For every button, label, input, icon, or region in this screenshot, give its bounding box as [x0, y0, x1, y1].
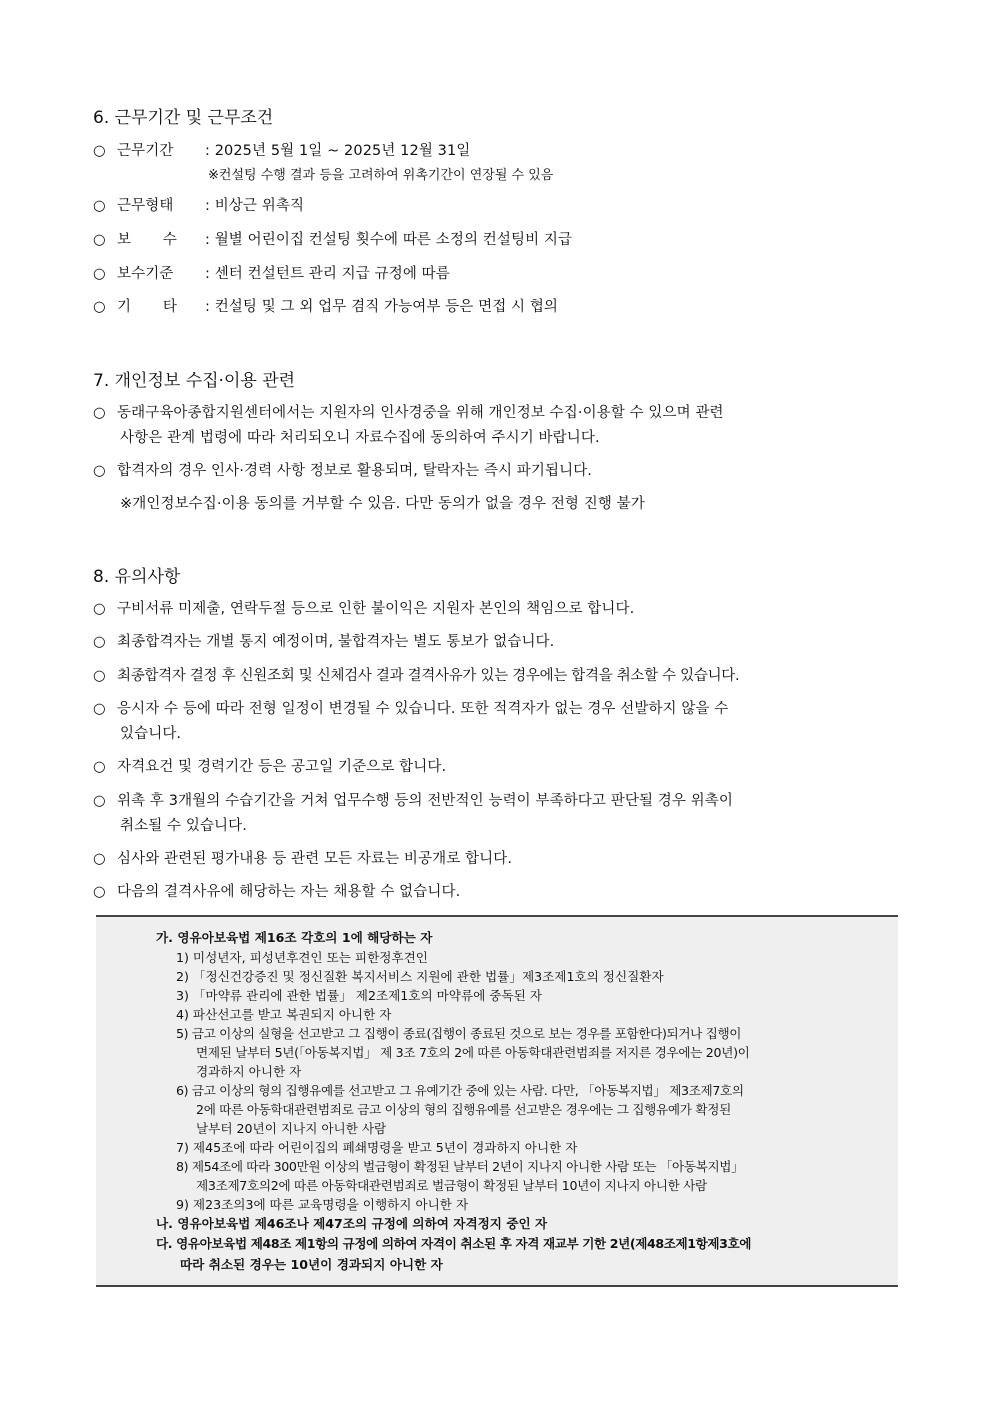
list-item [93, 295, 558, 316]
clause-na: 나. 영유아보육법 제46조나 제47조의 규정에 의하여 자격정지 중인 자 [156, 1216, 548, 1231]
item-label: 근무기간 [117, 143, 174, 159]
clause-item: 7) 제45조에 따라 어린이집의 폐쇄명령을 받고 5년이 경과하지 아니한 자 [176, 1140, 578, 1155]
colon-separator: : [205, 232, 215, 248]
item-label: 보수기준 [117, 266, 174, 282]
bullet-icon: ○ [93, 232, 106, 248]
paragraph-text: 동래구육아종합지원센터에서는 지원자의 인사경중을 위해 개인정보 수집·이용할 수 있으며 관련 [117, 405, 724, 421]
list-item [93, 401, 724, 422]
bullet-icon: ○ [93, 668, 106, 684]
bullet-icon: ○ [93, 266, 106, 282]
consent-note: ※개인정보수집·이용 동의를 거부할 수 있음. 다만 동의가 없을 경우 전형 진행 불가 [120, 496, 645, 512]
item-label: 기 타 [117, 299, 177, 315]
item-value: 비상근 위촉직 [214, 198, 305, 214]
clause-item: 2) 「정신건강증진 및 정신질환 복지서비스 지원에 관한 법률」제3조제1호의 정신질환자 [176, 969, 664, 984]
clause-continuation: 경과하지 아니한 자 [196, 1064, 302, 1079]
colon-separator: : [205, 266, 215, 282]
item-text: 자격요건 및 경력기간 등은 공고일 기준으로 합니다. [117, 759, 447, 775]
clause-da-continuation: 따라 취소된 경우는 10년이 경과되지 아니한 자 [180, 1257, 443, 1272]
list-item [93, 789, 733, 810]
item-text: 최종합격자 결정 후 신원조회 및 신체검사 결과 결격사유가 있는 경우에는 합격을 취소할 수 있습니다. [117, 668, 740, 684]
list-item [93, 139, 470, 160]
list-item [93, 847, 512, 868]
bullet-icon: ○ [93, 759, 106, 775]
item-continuation: 취소될 수 있습니다. [120, 818, 247, 834]
colon-separator: : [205, 299, 215, 315]
clause-continuation: 날부터 20년이 지나지 아니한 사람 [196, 1121, 387, 1136]
bullet-icon: ○ [93, 463, 106, 479]
bullet-icon: ○ [93, 701, 106, 717]
bullet-icon: ○ [93, 299, 106, 315]
bullet-icon: ○ [93, 634, 106, 650]
item-value: 2025년 5월 1일 ~ 2025년 12월 31일 [214, 143, 471, 159]
item-text: 구비서류 미제출, 연락두절 등으로 인한 불이익은 지원자 본인의 책임으로 합니다. [117, 601, 635, 617]
bullet-icon: ○ [93, 851, 106, 867]
item-text: 다음의 결격사유에 해당하는 자는 채용할 수 없습니다. [117, 884, 461, 900]
bullet-icon: ○ [93, 198, 106, 214]
clause-item: 1) 미성년자, 피성년후견인 또는 피한정후견인 [176, 950, 428, 965]
item-text: 응시자 수 등에 따라 전형 일정이 변경될 수 있습니다. 또한 적격자가 없는 경우 선발하지 않을 수 [117, 701, 729, 717]
list-item [93, 459, 592, 480]
list-item [93, 697, 728, 718]
item-value: 센터 컨설턴트 관리 지급 규정에 따름 [214, 266, 450, 282]
list-item [93, 880, 460, 901]
colon-separator: : [205, 198, 215, 214]
list-item [93, 755, 446, 776]
bullet-icon: ○ [93, 601, 106, 617]
item-continuation: 있습니다. [120, 726, 182, 742]
item-label: 근무형태 [117, 198, 174, 214]
section-6-title: 6. 근무기간 및 근무조건 [93, 108, 274, 128]
paragraph-continuation: 사항은 관계 법령에 따라 처리되오니 자료수집에 동의하여 주시기 바랍니다. [120, 430, 600, 446]
bullet-icon: ○ [93, 405, 106, 421]
clause-item: 4) 파산선고를 받고 복권되지 아니한 자 [176, 1007, 392, 1022]
clause-da: 다. 영유아보육법 제48조 제1항의 규정에 의하여 자격이 취소된 후 자격 재교부 기한 2년(제48조제1항제3호에 [156, 1236, 752, 1251]
bullet-icon: ○ [93, 884, 106, 900]
bullet-icon: ○ [93, 143, 106, 159]
clause-continuation: 2에 따른 아동학대관련범죄로 금고 이상의 형의 집행유예를 선고받은 경우에는 그 집행유예가 확정된 [196, 1102, 731, 1117]
bullet-icon: ○ [93, 793, 106, 809]
paragraph-text: 합격자의 경우 인사·경력 사항 정보로 활용되며, 탈락자는 즉시 파기됩니다. [117, 463, 593, 479]
clause-item: 9) 제23조의3에 따른 교육명령을 이행하지 아니한 자 [176, 1197, 469, 1212]
clause-continuation: 면제된 날부터 5년(「아동복지법」 제 3조 7호의 2에 따른 아동학대관련범죄를 저지른 경우에는 20년)이 [196, 1045, 750, 1060]
clause-item: 8) 제54조에 따라 300만원 이상의 벌금형이 확정된 날부터 2년이 지나지 아니한 사람 또는 「아동복지법」 [176, 1159, 744, 1174]
list-item [93, 194, 304, 215]
item-text: 심사와 관련된 평가내용 등 관련 모든 자료는 비공개로 합니다. [117, 851, 513, 867]
colon-separator: : [205, 143, 215, 159]
clause-continuation: 제3조제7호의2에 따른 아동학대관련범죄로 벌금형이 확정된 날부터 10년이 지나지 아니한 사람 [196, 1178, 707, 1193]
section-8-title: 8. 유의사항 [93, 567, 181, 587]
clause-item: 3) 「마약류 관리에 관한 법률」 제2조제1호의 마약류에 중독된 자 [176, 988, 542, 1003]
list-item [93, 630, 554, 651]
clause-item: 6) 금고 이상의 형의 집행유예를 선고받고 그 유예기간 중에 있는 사람. 다만, 「아동복지법」 제3조제7호의 [176, 1083, 744, 1098]
disqualification-box [96, 915, 898, 1287]
clause-ga: 가. 영유아보육법 제16조 각호의 1에 해당하는 자 [156, 930, 433, 945]
list-item [93, 597, 634, 618]
list-item [93, 228, 572, 249]
section-7-title: 7. 개인정보 수집·이용 관련 [93, 371, 296, 391]
item-text: 위촉 후 3개월의 수습기간을 거쳐 업무수행 등의 전반적인 능력이 부족하다고 판단될 경우 위촉이 [117, 793, 734, 809]
clause-item: 5) 금고 이상의 실형을 선고받고 그 집행이 종료(집행이 종료된 것으로 보는 경우를 포함한다)되거나 집행이 [176, 1026, 742, 1041]
item-value: 컨설팅 및 그 외 업무 겸직 가능여부 등은 면접 시 협의 [214, 299, 559, 315]
item-text: 최종합격자는 개별 통지 예정이며, 불합격자는 별도 통보가 없습니다. [117, 634, 555, 650]
list-item [93, 262, 450, 283]
list-item [93, 664, 739, 685]
item-value: 월별 어린이집 컨설팅 횟수에 따른 소정의 컨설팅비 지급 [214, 232, 573, 248]
item-label: 보 수 [117, 232, 177, 248]
extension-note: ※컨설팅 수행 결과 등을 고려하여 위촉기간이 연장될 수 있음 [208, 168, 554, 183]
